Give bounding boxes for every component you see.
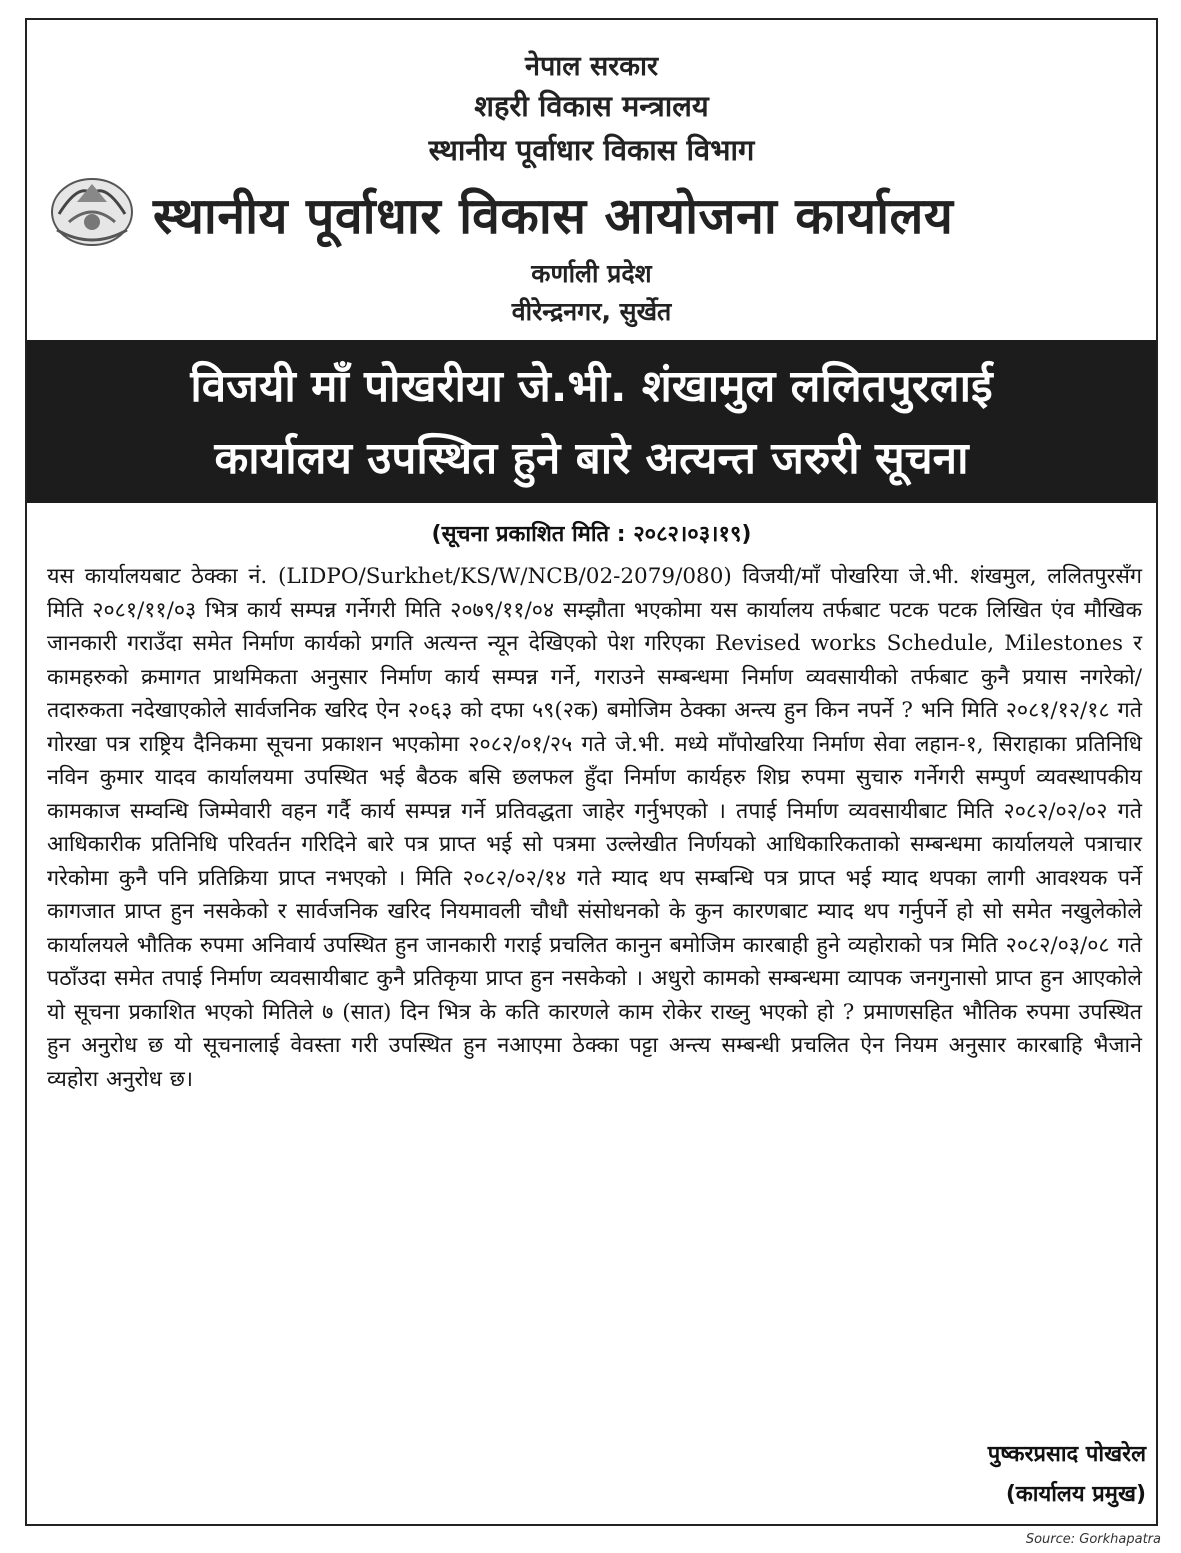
notice-frame [25, 18, 1158, 1526]
signatory-name: पुष्करप्रसाद पोखरेल [987, 1442, 1146, 1467]
header-line-1: नेपाल सरकार [524, 51, 659, 82]
department-name: स्थानीय पूर्वाधार विकास विभाग [428, 133, 755, 167]
notice-title-line-1: विजयी माँ पोखरीया जे.भी. शंखामुल ललितपुरलाई [190, 361, 993, 412]
notice-title-banner [27, 340, 1156, 503]
header [27, 20, 1156, 338]
province: कर्णाली प्रदेश [531, 259, 652, 288]
government-emblem-icon [49, 172, 135, 248]
source-credit: Source: Gorkhapatra [1025, 1532, 1161, 1547]
office-name: स्थानीय पूर्वाधार विकास आयोजना कार्यालय [153, 187, 954, 245]
notice-body: यस कार्यालयबाट ठेक्का नं. (LIDPO/Surkhet/KS/W/NCB/02-2079/080) विजयी/माँ पोखरिया जे.भी. शंखमुल, ललितपुरसँग मिति २०८१/११/०३ भित्र कार्य सम्पन्न गर्नेगरी मिति २०७९/११/०४ सम्झौता भएकोमा यस कार्यालय तर्फबाट पटक पटक लिखित एंव मौखिक जानकारी गराउँदा समेत निर्माण कार्यको प्रगति अत्यन्त न्यून देखिएको पेश गरिएका Revised works Schedule, Milestones र कामहरुको क्रमागत प्राथमिकता अनुसार निर्माण कार्य सम्पन्न गर्ने, गराउने सम्बन्धमा निर्माण व्यवसायीको तर्फबाट कुनै प्रयास नगरेको/तदारुकता नदेखाएकोले सार्वजनिक खरिद ऐन २०६३ को दफा ५९(२क) बमोजिम ठेक्का अन्त्य हुन किन नपर्ने ? भनि मिति २०८१/१२/१८ गते गोरखा पत्र राष्ट्रिय दैनिकमा सूचना प्रकाशन भएकोमा २०८२/०१/२५ गते जे.भी. मध्ये माँपोखरिया निर्माण सेवा लहान-१, सिराहाका प्रतिनिधि नविन कुमार यादव कार्यालयमा उपस्थित भई बैठक बसि छलफल हुँदा निर्माण कार्यहरु शिघ्र रुपमा सुचारु गर्नेगरी सम्पुर्ण व्यवस्थापकीय कामकाज सम्वन्धि जिम्मेवारी वहन गर्दै कार्य सम्पन्न गर्ने प्रतिवद्धता जाहेर गर्नुभएको । तपाई निर्माण व्यवसायीबाट मिति २०८२/०२/०२ गते आधिकारीक प्रतिनिधि परिवर्तन गरिदिने बारे पत्र प्राप्त भई सो पत्रमा उल्लेखीत निर्णयको आधिकारिकताको सम्बन्धमा कार्यालयले पत्राचार गरेकोमा कुनै पनि प्रतिक्रिया प्राप्त नभएको । मिति २०८२/०२/१४ गते म्याद थप सम्बन्धि पत्र प्राप्त भई म्याद थपका लागी आवश्यक पर्ने कागजात प्राप्त हुन नसकेको र सार्वजनिक खरिद नियमावली चौधौ संसोधनको के कुन कारणबाट म्याद थप गर्नुपर्ने हो सो समेत नखुलेकोले कार्यालयले भौतिक रुपमा अनिवार्य उपस्थित हुन जानकारी गराई प्रचलित कानुन बमोजिम कारबाही हुने व्यहोराको पत्र मिति २०८२/०३/०८ गते पठाँउदा समेत तपाई निर्माण व्यवसायीबाट कुनै प्रतिकृया प्राप्त हुन नसकेको । अधुरो कामको सम्बन्धमा व्यापक जनगुनासो प्राप्त हुन आएकोले यो सूचना प्रकाशित भएको मितिले ७ (सात) दिन भित्र के कति कारणले काम रोकेर राख्नु भएको हो ? प्रमाणसहित भौतिक रुपमा उपस्थित हुन अनुरोध छ यो सूचनालाई वेवस्ता गरी उपस्थित हुन नआएमा ठेक्का पट्टा अन्त्य सम्बन्धी प्रचलित ऐन नियम अनुसार कारबाहि भैजाने व्यहोरा अनुरोध छ। [47, 564, 1142, 1092]
notice-title-line-2: कार्यालय उपस्थित हुने बारे अत्यन्त जरुरी सूचना [214, 433, 969, 484]
office-address: वीरेन्द्रनगर, सुर्खेत [511, 297, 672, 326]
signatory-role: (कार्यालय प्रमुख) [1005, 1482, 1146, 1507]
publication-date: (सूचना प्रकाशित मिति : २०८२।०३।१९) [431, 522, 752, 547]
ministry-name: शहरी विकास मन्त्रालय [474, 89, 709, 123]
